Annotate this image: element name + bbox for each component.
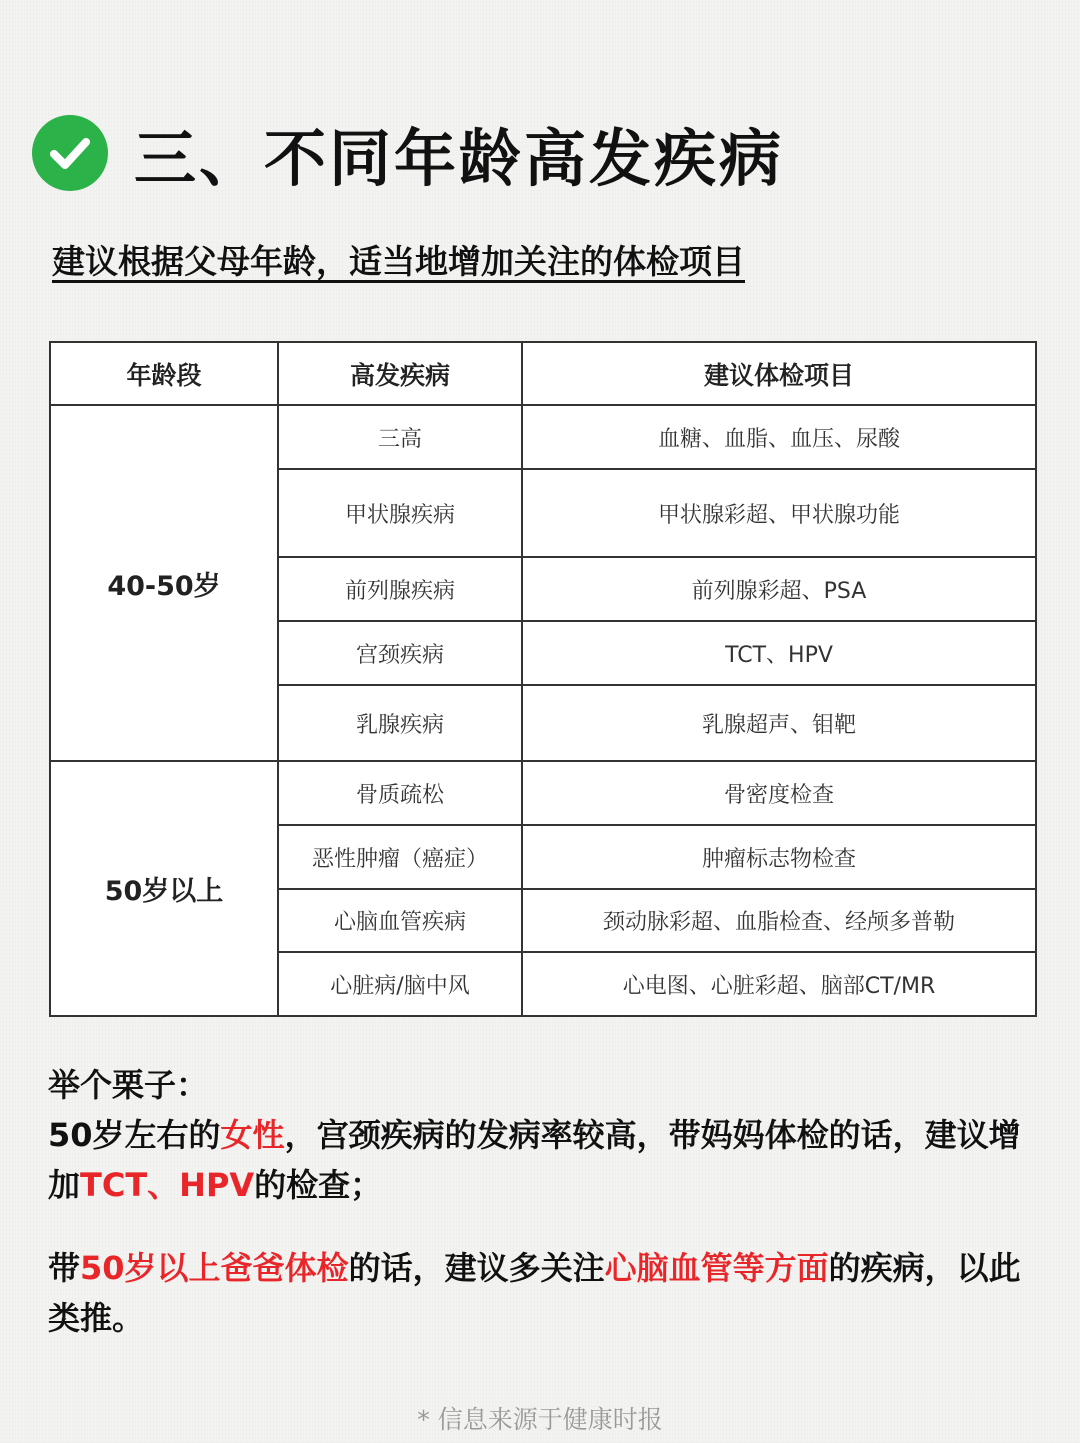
text-span: 的检查； [254,1166,383,1204]
disease-cell: 前列腺疾病 [278,557,522,621]
exam-cell: 甲状腺彩超、甲状腺功能 [522,469,1036,557]
column-header-disease: 高发疾病 [278,342,522,405]
exam-cell: TCT、HPV [522,621,1036,685]
table-row [50,405,1036,469]
disease-cell: 心脏病/脑中风 [278,952,522,1016]
exam-cell: 颈动脉彩超、血脂检查、经颅多普勒 [522,889,1036,952]
text-span: 的话，建议多关注 [348,1249,605,1287]
text-span: 带 [48,1249,81,1287]
checkmark-icon [45,128,95,178]
subtitle: 建议根据父母年龄，适当地增加关注的体检项目 [52,242,745,281]
disease-cell: 乳腺疾病 [278,685,522,761]
page-title: 三、不同年龄高发疾病 [134,121,785,195]
exam-cell: 血糖、血脂、血压、尿酸 [522,405,1036,469]
highlight-span: TCT、HPV [80,1166,255,1204]
table-header-row [50,342,1036,405]
disease-cell: 宫颈疾病 [278,621,522,685]
disease-cell: 恶性肿瘤（癌症） [278,825,522,889]
disease-cell: 甲状腺疾病 [278,469,522,557]
exam-cell: 骨密度检查 [522,761,1036,825]
age-group-50-plus: 50岁以上 [50,761,278,1016]
disease-cell: 骨质疏松 [278,761,522,825]
checkup-table [49,341,1037,1017]
exam-cell: 乳腺超声、钼靶 [522,685,1036,761]
exam-cell: 肿瘤标志物检查 [522,825,1036,889]
exam-cell: 前列腺彩超、PSA [522,557,1036,621]
example-paragraph-2 [48,1243,1048,1343]
source-note: * 信息来源于健康时报 [417,1405,663,1434]
highlight-span: 心脑血管等方面 [604,1249,829,1287]
example-block [48,1060,1048,1210]
highlight-span: 50岁以上爸爸体检 [80,1249,349,1287]
table-row [50,761,1036,825]
example-heading: 举个栗子： [48,1066,209,1104]
column-header-age: 年龄段 [50,342,278,405]
column-header-exam: 建议体检项目 [522,342,1036,405]
age-group-40-50: 40-50岁 [50,405,278,761]
exam-cell: 心电图、心脏彩超、脑部CT/MR [522,952,1036,1016]
highlight-span: 女性 [220,1116,285,1154]
disease-cell: 心脑血管疾病 [278,889,522,952]
title-row [32,108,784,198]
text-span: 的疾病，以此类推。 [48,1249,1021,1337]
example-paragraph-1 [48,1110,1048,1210]
text-span: 50岁左右的 [48,1116,221,1154]
disease-cell: 三高 [278,405,522,469]
check-circle-icon [32,115,108,191]
text-span: ，宫颈疾病的发病率较高，带妈妈体检的话，建议增加 [48,1116,1021,1204]
